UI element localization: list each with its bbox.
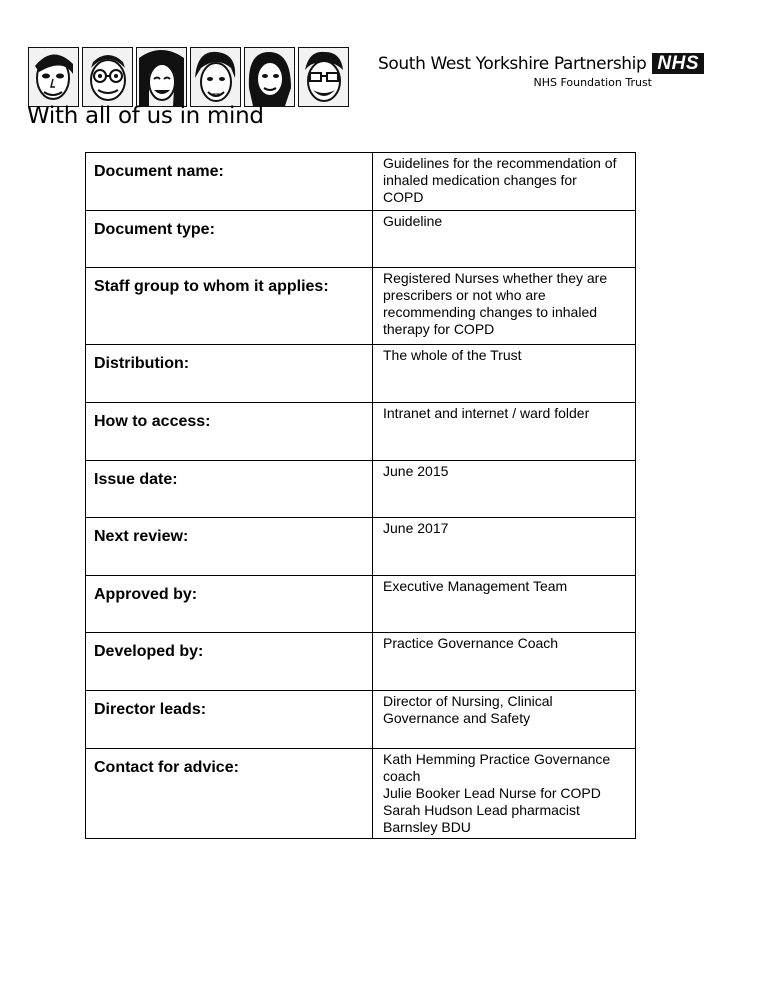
face-portrait-icon [298,47,349,107]
row-label: Director leads: [86,691,373,749]
row-value: Guideline [373,211,636,268]
row-value: Registered Nurses whether they are prescribers or not who are recommending changes to inhaled therapy for COPD [373,268,636,345]
table-row [86,211,636,268]
row-value: Director of Nursing, Clinical Governance and Safety [373,691,636,749]
row-label: Document type: [86,211,373,268]
table-row [86,345,636,403]
row-label: Next review: [86,518,373,576]
row-value: June 2017 [373,518,636,576]
face-portrait-icon [190,47,241,107]
faces-montage-icon [28,47,349,107]
table-row [86,691,636,749]
row-label: How to access: [86,403,373,461]
table-row [86,518,636,576]
row-label: Approved by: [86,576,373,633]
table-row [86,749,636,839]
face-portrait-icon [82,47,133,107]
row-value: Guidelines for the recommendation of inhaled medication changes for COPD [373,153,636,211]
row-value: Kath Hemming Practice Governance coach Julie Booker Lead Nurse for COPD Sarah Hudson Lead pharmacist Barnsley BDU [373,749,636,839]
row-value: Practice Governance Coach [373,633,636,691]
table-row [86,633,636,691]
row-value: The whole of the Trust [373,345,636,403]
nhs-logo: NHS [652,53,704,74]
table-row [86,403,636,461]
face-portrait-icon [244,47,295,107]
row-label: Staff group to whom it applies: [86,268,373,345]
row-label: Developed by: [86,633,373,691]
row-value: Intranet and internet / ward folder [373,403,636,461]
row-label: Document name: [86,153,373,211]
face-portrait-icon [136,47,187,107]
row-label: Contact for advice: [86,749,373,839]
organisation-logo [378,53,704,89]
organisation-name: South West Yorkshire Partnership [378,53,647,74]
document-info-table [85,152,636,839]
organisation-subtitle: NHS Foundation Trust [533,76,652,89]
row-label: Issue date: [86,461,373,518]
row-label: Distribution: [86,345,373,403]
row-value: Executive Management Team [373,576,636,633]
page-header [0,0,768,140]
table-row [86,461,636,518]
face-portrait-icon [28,47,79,107]
tagline: With all of us in mind [27,103,264,129]
row-value: June 2015 [373,461,636,518]
table-row [86,576,636,633]
table-row [86,153,636,211]
table-row [86,268,636,345]
